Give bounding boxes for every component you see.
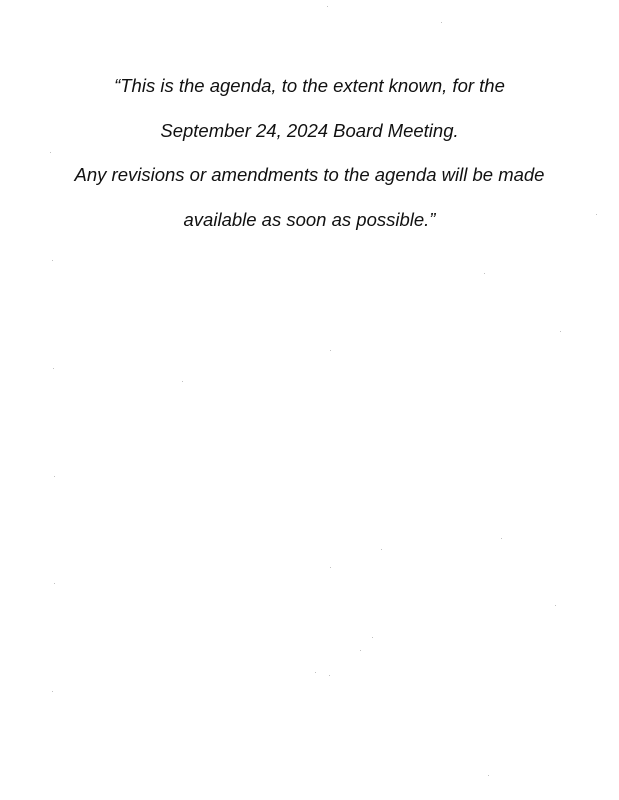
scan-speck: [327, 6, 328, 7]
notice-line-1: “This is the agenda, to the extent known, for the: [114, 75, 505, 96]
notice-line-2: September 24, 2024 Board Meeting.: [160, 119, 459, 141]
scan-speck: [501, 538, 502, 539]
scan-speck: [555, 605, 556, 606]
scan-speck: [560, 331, 561, 332]
scan-speck: [54, 583, 55, 584]
scan-speck: [54, 476, 55, 477]
scan-speck: [330, 350, 331, 351]
scan-speck: [52, 260, 53, 261]
scan-speck: [330, 567, 331, 568]
scan-speck: [360, 650, 361, 651]
scan-speck: [315, 672, 316, 673]
scan-speck: [596, 214, 597, 215]
scan-speck: [182, 381, 183, 382]
scan-speck: [441, 22, 442, 23]
scan-speck: [50, 152, 51, 153]
scan-speck: [488, 775, 489, 776]
scan-speck: [52, 691, 53, 692]
scan-speck: [329, 675, 330, 676]
scan-speck: [484, 273, 485, 274]
scan-speck: [53, 368, 54, 369]
agenda-notice: [0, 72, 619, 250]
scan-speck: [372, 637, 373, 638]
notice-line-3: Any revisions or amendments to the agenda will be made: [74, 164, 545, 185]
notice-line-4: available as soon as possible.”: [183, 208, 436, 230]
scan-speck: [381, 549, 382, 550]
